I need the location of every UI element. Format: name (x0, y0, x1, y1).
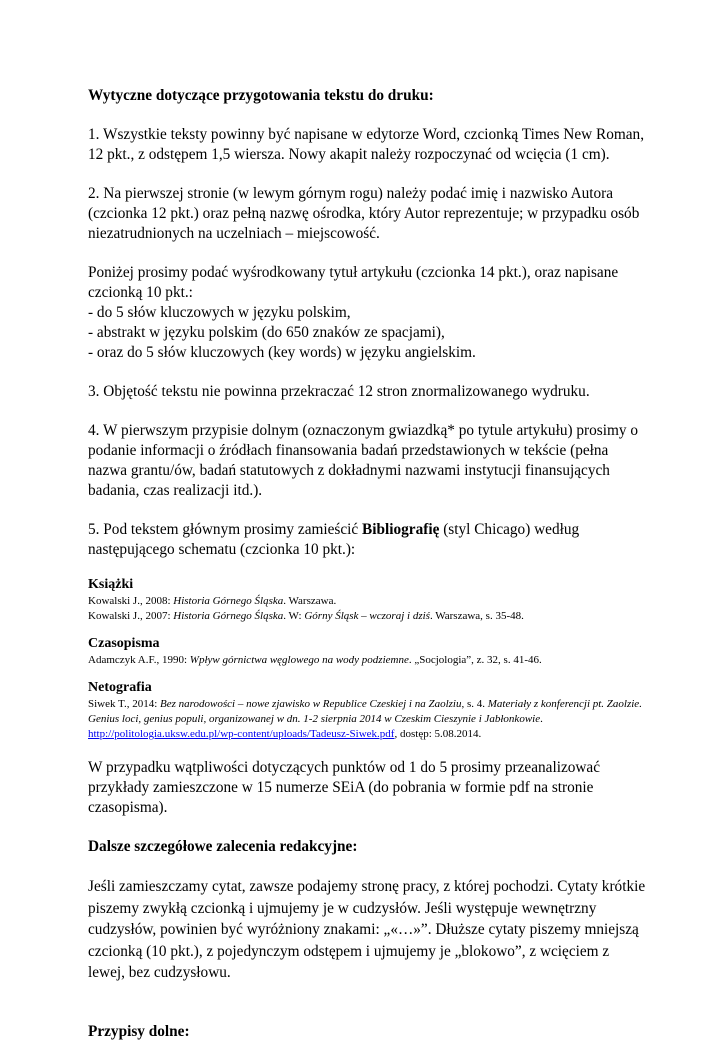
document-body (88, 86, 648, 1042)
paragraph-2: 2. Na pierwszej stronie (w lewym górnym rogu) należy podać imię i nazwisko Autora (czcionka 12 pkt.) oraz pełną nazwę ośrodka, który Autor reprezentuje; w przypadku osób niezatrudnionych na uczelniach – miejscowość. (88, 185, 640, 242)
paragraph-6-text: (styl Chicago) według następującego schematu (czcionka 10 pkt.): (88, 521, 580, 558)
paragraph-3-line: - abstrakt w języku polskim (do 650 znaków ze spacjami), (88, 324, 445, 341)
books-heading: Książki (88, 577, 134, 592)
section-heading-footnotes: Przypisy dolne: (88, 1022, 190, 1040)
journals-heading: Czasopisma (88, 636, 160, 651)
document-title: Wytyczne dotyczące przygotowania tekstu do druku: (88, 87, 434, 104)
paragraph-6 (88, 520, 648, 560)
paragraph-1: 1. Wszystkie teksty powinny być napisane w edytorze Word, czcionką Times New Roman, 12 pkt., z odstępem 1,5 wiersza. Nowy akapit należy rozpoczynać od wcięcia (1 cm). (88, 126, 645, 163)
paragraph-3-line: Poniżej prosimy podać wyśrodkowany tytuł artykułu (czcionka 14 pkt.), oraz napisane czcionką 10 pkt.: (88, 264, 619, 301)
books-entry-2: Kowalski J., 2007: Historia Górnego Śląska. W: Górny Śląsk – wczoraj i dziś. Warszawa, s. 35-48. (88, 610, 524, 622)
netography-link[interactable]: http://politologia.uksw.edu.pl/wp-content/uploads/Tadeusz-Siwek.pdf (88, 728, 395, 740)
paragraph-4: 3. Objętość tekstu nie powinna przekraczać 12 stron znormalizowanego wydruku. (88, 383, 590, 400)
paragraph-7: W przypadku wątpliwości dotyczących punktów od 1 do 5 prosimy przeanalizować przykłady zamieszczone w 15 numerze SEiA (do pobrania w formie pdf na stronie czasopisma). (88, 759, 601, 816)
bibliography-bold: Bibliografię (362, 521, 440, 538)
paragraph-5: 4. W pierwszym przypisie dolnym (oznaczonym gwiazdką* po tytule artykułu) prosimy o podanie informacji o źródłach finansowania badań przedstawionych w tekście (pełna nazwa grantu/ów, badań statutowych z dokładnymi nazwami instytucji finansujących badania, czas realizacji itd.). (88, 422, 639, 499)
netography-heading: Netografia (88, 680, 152, 695)
books-entry-1: Kowalski J., 2008: Historia Górnego Śląska. Warszawa. (88, 595, 337, 607)
paragraph-3-line: - do 5 słów kluczowych w języku polskim, (88, 304, 351, 321)
netography-entry-1: Siwek T., 2014: Bez narodowości – nowe zjawisko w Republice Czeskiej i na Zaolziu, s. 4. Materiały z konferencji pt. Zaolzie. Genius loci, genius populi, organizowanej w dn. 1-2 sierpnia 2014 w Czeskim Cieszynie i Jabłonkowie. http://politologia.uksw.edu.pl/wp-content/uploads/Tadeusz-Siwek.pdf, dostęp: 5.08.2014. (88, 698, 642, 740)
paragraph-3-line: - oraz do 5 słów kluczowych (key words) w języku angielskim. (88, 344, 476, 361)
journals-entry-1: Adamczyk A.F., 1990: Wpływ górnictwa węglowego na wody podziemne. „Socjologia”, z. 32, s. 41-46. (88, 654, 542, 666)
paragraph-8: Jeśli zamieszczamy cytat, zawsze podajemy stronę pracy, z której pochodzi. Cytaty krótkie piszemy zwykłą czcionką i ujmujemy je w cudzysłów. Jeśli występuje wewnętrzny cudzysłów, powinien być wyróżniony znakami: „«…»”. Dłuższe cytaty piszemy mniejszą czcionką (10 pkt.), z pojedynczym odstępem i ujmujemy je „blokowo”, z wcięciem z lewej, bez cudzysłowu. (88, 878, 646, 981)
paragraph-6-text: 5. Pod tekstem głównym prosimy zamieścić (88, 521, 363, 538)
section-heading-editorial: Dalsze szczegółowe zalecenia redakcyjne: (88, 838, 358, 855)
paragraph-3 (88, 263, 648, 363)
